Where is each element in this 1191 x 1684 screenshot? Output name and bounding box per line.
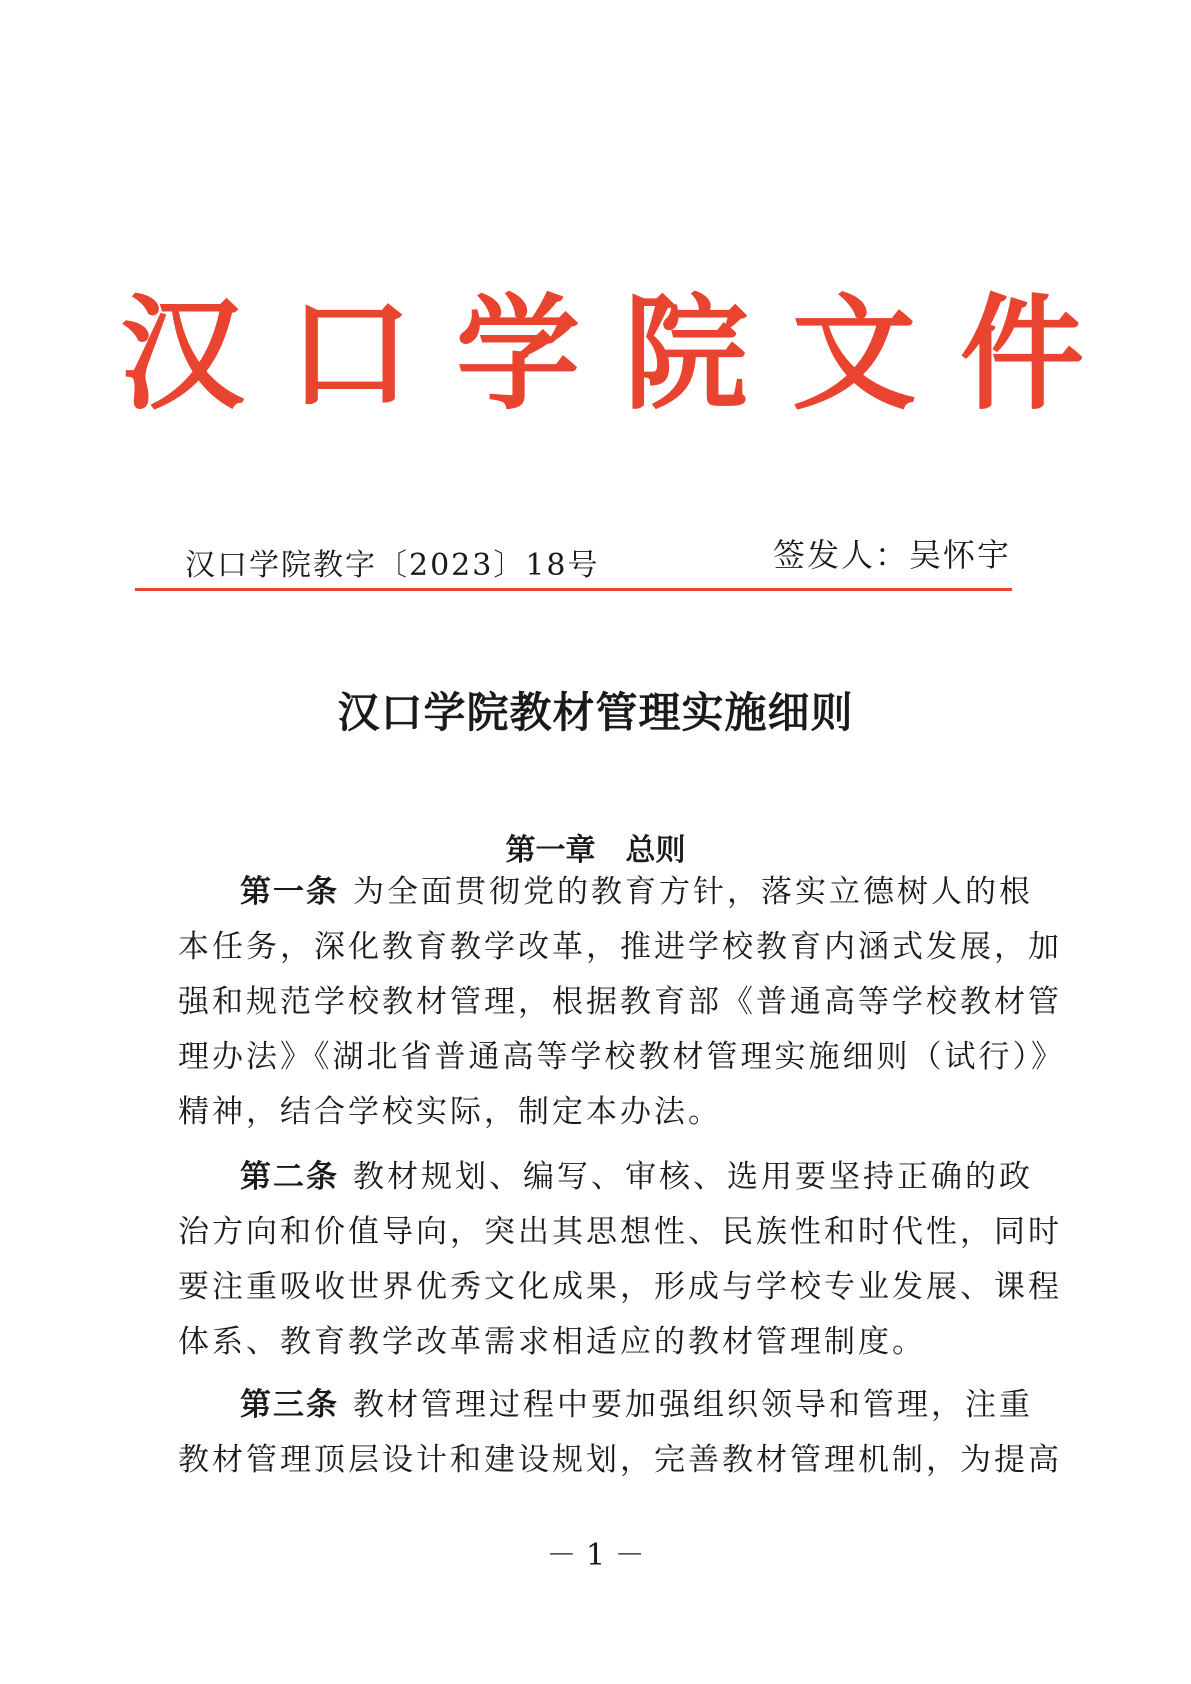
masthead-title: 汉口学院文件 bbox=[120, 282, 1129, 427]
document-number: 汉口学院教字〔2023〕18号 bbox=[185, 548, 600, 583]
article-line: 教材管理顶层设计和建设规划，完善教材管理机制，为提高 bbox=[178, 1442, 1062, 1478]
article-line: 精神，结合学校实际，制定本办法。 bbox=[178, 1094, 722, 1130]
article-2 bbox=[178, 1150, 1062, 1370]
article-label: 第二条 bbox=[240, 1159, 339, 1195]
article-line: 要注重吸收世界优秀文化成果，形成与学校专业发展、课程 bbox=[178, 1269, 1062, 1305]
signer: 签发人：吴怀宇 bbox=[772, 536, 1011, 574]
document-title: 汉口学院教材管理实施细则 bbox=[337, 688, 854, 737]
article-line: 体系、教育教学改革需求相适应的教材管理制度。 bbox=[178, 1324, 926, 1360]
article-line: 第三条 教材管理过程中要加强组织领导和管理，注重 bbox=[240, 1387, 1033, 1423]
article-line: 第二条 教材规划、编写、审核、选用要坚持正确的政 bbox=[240, 1159, 1033, 1195]
red-divider-line bbox=[135, 588, 1012, 591]
chapter-heading: 第一章 总则 bbox=[505, 833, 686, 868]
article-line: 第一条 为全面贯彻党的教育方针，落实立德树人的根 bbox=[240, 874, 1033, 910]
article-line: 本任务，深化教育教学改革，推进学校教育内涵式发展，加 bbox=[178, 929, 1062, 965]
article-label: 第三条 bbox=[240, 1387, 339, 1423]
page-number: － 1 － bbox=[546, 1538, 645, 1573]
article-line: 强和规范学校教材管理，根据教育部《普通高等学校教材管 bbox=[178, 984, 1062, 1020]
article-3 bbox=[178, 1378, 1062, 1488]
article-label: 第一条 bbox=[240, 874, 339, 910]
article-line: 理办法》《湖北省普通高等学校教材管理实施细则（试行）》 bbox=[178, 1039, 1065, 1075]
article-line: 治方向和价值导向，突出其思想性、民族性和时代性，同时 bbox=[178, 1214, 1062, 1250]
article-1 bbox=[178, 865, 1065, 1140]
